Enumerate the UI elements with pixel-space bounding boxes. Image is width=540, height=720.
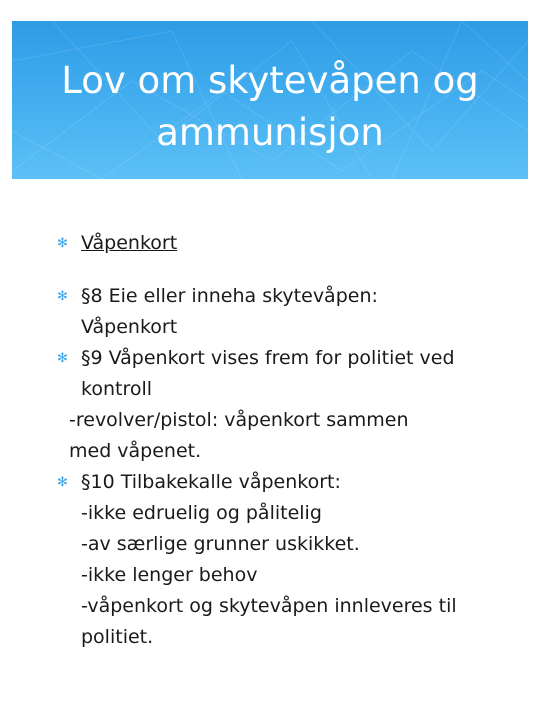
title-banner: [12, 21, 528, 179]
list-item-text: §9 Våpenkort vises frem for politiet ved kontroll: [81, 347, 455, 400]
list-item-text: §8 Eie eller inneha skytevåpen: Våpenkort: [81, 285, 378, 338]
sub-item-text: -ikke edruelig og pålitelig: [81, 502, 322, 524]
asterisk-icon: ✻: [57, 289, 68, 304]
list-item-text: Våpenkort: [81, 232, 178, 254]
list-item: [57, 343, 497, 405]
asterisk-icon: ✻: [57, 475, 68, 490]
sub-item-text: -av særlige grunner uskikket.: [81, 533, 360, 555]
list-item: [57, 281, 497, 343]
slide-title: Lov om skytevåpen og ammunisjon: [61, 59, 479, 154]
asterisk-icon: ✻: [57, 236, 68, 251]
list-item: [57, 467, 497, 498]
sub-item-text: -våpenkort og skytevåpen innleveres til politiet.: [81, 595, 457, 648]
list-item-text: §10 Tilbakekalle våpenkort:: [81, 471, 341, 493]
asterisk-icon: ✻: [57, 351, 68, 366]
sub-item-text: -ikke lenger behov: [81, 564, 258, 586]
sub-item-text: -revolver/pistol: våpenkort sammen med våpenet.: [69, 409, 409, 462]
bullet-list: [57, 228, 497, 653]
list-item: [57, 228, 497, 259]
